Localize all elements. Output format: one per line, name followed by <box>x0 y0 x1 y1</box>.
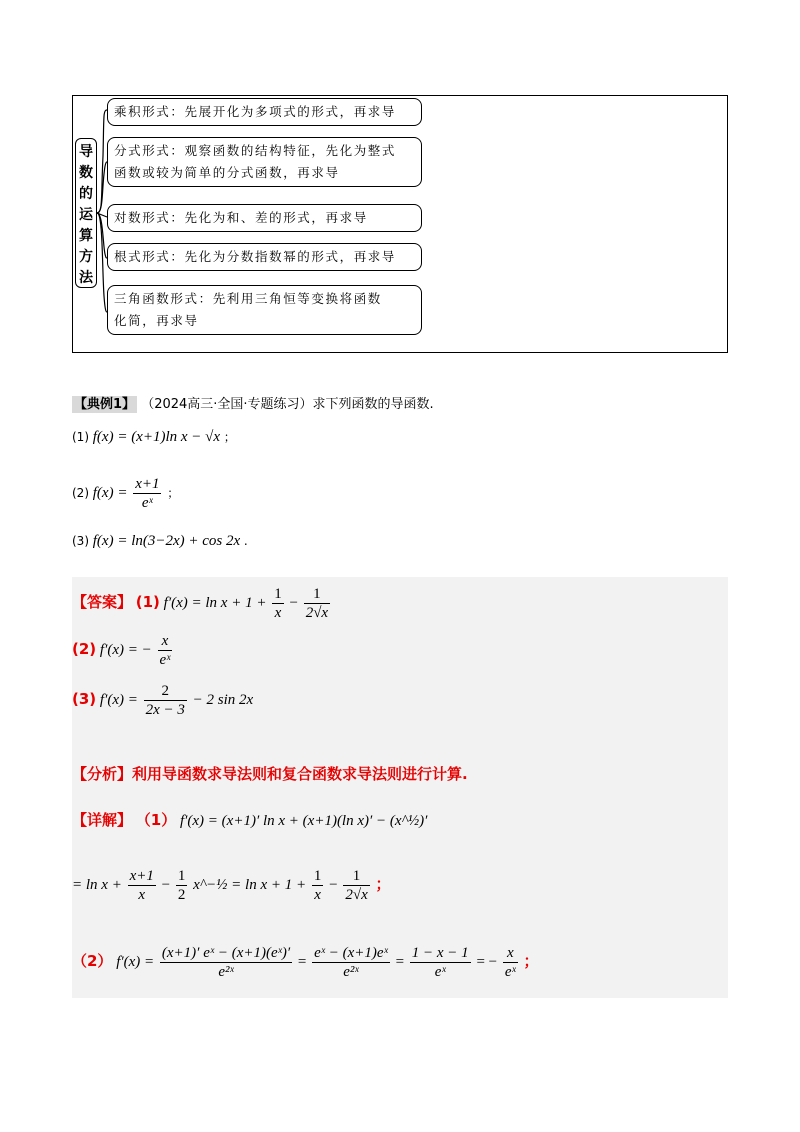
solution-panel <box>72 577 728 998</box>
item-text: 根式形式：先化为分数指数幂的形式，再求导 <box>114 249 397 264</box>
denominator: eˣ <box>159 652 171 668</box>
example-heading <box>72 393 434 412</box>
fraction <box>312 944 390 981</box>
example-source: （2024高三·全国·专题练习）求下列函数的导函数. <box>141 397 434 412</box>
fraction <box>176 867 188 904</box>
answer-expression: f′(x) = ln x + 1 + <box>163 594 267 611</box>
fraction <box>343 867 369 904</box>
root-char: 法 <box>79 270 93 286</box>
item-end: . <box>243 534 248 548</box>
detail-2: （2） f′(x) = $\frac{\text{(x+1)′ eˣ − (x+1)(eˣ)′}}{\text{e²ˣ}}$ = $\frac{\text{eˣ − (x+1)eˣ}}{\text{e²ˣ}}$ = $\frac{1 - x - 1}{\text{eˣ}}$ = − $\frac{x}{\text{eˣ}}$ ； <box>72 945 539 980</box>
operator: = − <box>476 953 498 970</box>
item-expression: f(x) = <box>92 484 128 501</box>
numerator: (x+1)′ eˣ − (x+1)(eˣ)′ <box>161 945 291 961</box>
denominator: eˣ <box>141 495 153 511</box>
operator: − <box>161 876 171 893</box>
numerator: 1 <box>313 868 322 884</box>
analysis-text: 利用导函数求导法则和复合函数求导法则进行计算. <box>132 765 468 783</box>
item-text: 函数或较为简单的分式函数，再求导 <box>114 165 340 180</box>
denominator: x <box>138 887 146 903</box>
fraction <box>503 944 518 981</box>
answer-number: (1) <box>135 592 160 611</box>
root-char: 算 <box>79 228 93 244</box>
detail-number: （1） <box>135 811 177 829</box>
item-number: (1) <box>72 430 89 444</box>
fraction <box>312 867 324 904</box>
fraction <box>272 585 284 622</box>
numerator: x+1 <box>129 868 154 884</box>
detail-1-line-1 <box>72 809 427 830</box>
denominator: e²ˣ <box>343 964 359 980</box>
fraction <box>410 944 471 981</box>
item-expression: f(x) = (x+1)ln x − √x <box>92 429 221 445</box>
answer-1 <box>72 585 332 622</box>
numerator: 2 <box>144 682 187 701</box>
answer-number: (3) <box>72 689 97 708</box>
item-text: 对数形式：先化为和、差的形式，再求导 <box>114 210 368 225</box>
mindmap-item-log <box>107 204 422 232</box>
item-text: 化简，再求导 <box>114 313 199 328</box>
root-char: 运 <box>79 207 93 223</box>
detail-end: ； <box>375 874 391 893</box>
numerator: x+1 <box>135 476 160 492</box>
item-text: 分式形式：观察函数的结构特征，先化为整式 <box>114 143 397 158</box>
analysis <box>72 763 468 784</box>
answer-2 <box>72 632 174 669</box>
denominator: 2x − 3 <box>145 702 185 718</box>
numerator: 1 <box>274 586 282 602</box>
fraction <box>133 475 161 512</box>
operator: − <box>289 594 298 611</box>
root-char: 方 <box>79 249 93 265</box>
numerator: 1 <box>177 868 186 884</box>
root-char: 的 <box>79 186 93 202</box>
fraction <box>128 867 156 904</box>
operator: − <box>329 876 338 893</box>
numerator: 1 − x − 1 <box>411 945 469 961</box>
fraction <box>304 585 330 622</box>
denominator: e²ˣ <box>218 964 234 980</box>
numerator: x <box>158 632 173 651</box>
fraction <box>144 682 187 719</box>
answer-number: (2) <box>72 639 97 658</box>
answer-expression: f′(x) = − <box>99 641 152 658</box>
detail-number: （2） <box>72 951 113 970</box>
item-end: ； <box>223 430 236 444</box>
item-end: ； <box>167 485 180 500</box>
numerator: x <box>503 944 518 963</box>
detail-end: ； <box>523 951 539 970</box>
analysis-label: 【分析】 <box>72 765 133 783</box>
detail-expression: x^−½ = ln x + 1 + <box>193 876 307 893</box>
example-item-1 <box>72 428 236 446</box>
item-number: (3) <box>72 534 89 548</box>
detail-expression: f′(x) = (x+1)′ ln x + (x+1)(ln x)′ − (x^½)′ <box>179 813 428 829</box>
denominator: 2√x <box>305 605 329 621</box>
detail-1-line-2 <box>72 867 391 904</box>
answer-expression: f′(x) = <box>99 691 138 708</box>
denominator: x <box>314 887 321 903</box>
item-text: 三角函数形式：先利用三角恒等变换将函数 <box>114 291 382 306</box>
mindmap-box <box>72 95 728 353</box>
root-char: 数 <box>79 165 93 181</box>
mindmap-item-radical <box>107 243 422 271</box>
detail-label: 【详解】 <box>72 811 133 829</box>
item-expression: f(x) = ln(3−2x) + cos 2x <box>92 533 241 549</box>
mindmap-item-product <box>107 98 422 126</box>
numerator: eˣ − (x+1)eˣ <box>314 945 388 961</box>
fraction <box>160 944 292 981</box>
numerator: 1 <box>343 867 369 886</box>
example-item-2 <box>72 475 179 512</box>
root-char: 导 <box>79 144 93 160</box>
example-tag: 【典例1】 <box>74 397 136 412</box>
answer-3 <box>72 682 253 719</box>
answer-label: 【答案】 <box>72 592 133 611</box>
mindmap-item-trig <box>107 285 422 335</box>
denominator: eˣ <box>434 964 446 980</box>
detail-expression: = ln x + <box>72 876 122 893</box>
denominator: eˣ <box>504 964 516 980</box>
example-item-3 <box>72 533 248 550</box>
numerator: 1 <box>304 585 330 604</box>
denominator: 2 <box>177 887 186 903</box>
item-text: 乘积形式：先展开化为多项式的形式，再求导 <box>114 104 397 119</box>
answer-expression: − 2 sin 2x <box>192 691 254 708</box>
item-number: (2) <box>72 485 89 500</box>
detail-expression: f′(x) = <box>116 953 155 970</box>
denominator: x <box>274 605 282 621</box>
mindmap-item-fraction <box>107 137 422 187</box>
denominator: 2√x <box>345 887 368 903</box>
fraction <box>158 632 173 669</box>
